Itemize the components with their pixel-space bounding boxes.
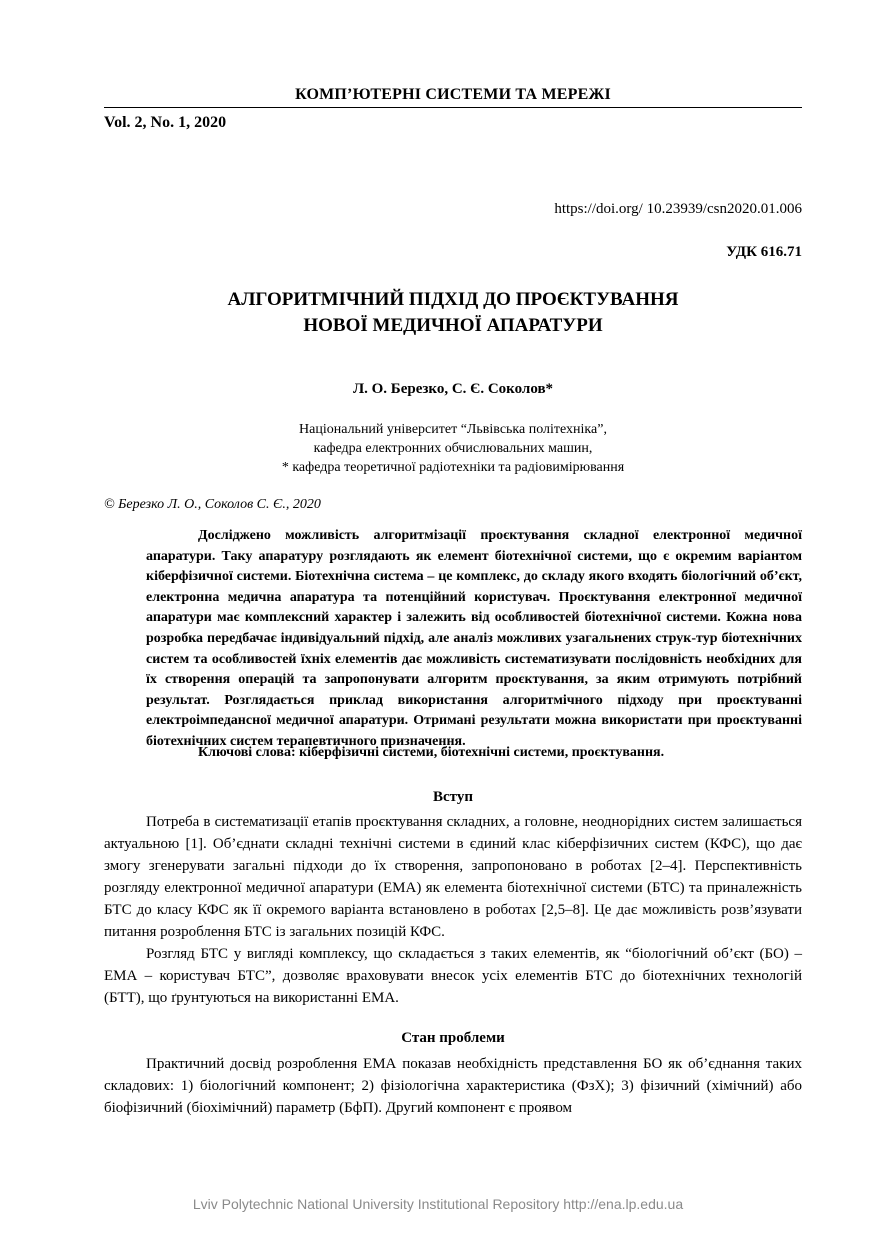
header-divider [104,107,802,108]
repository-footer: Lviv Polytechnic National University Institutional Repository http://ena.lp.edu.ua [192,1196,684,1212]
affiliation-department-1: кафедра електронних обчислювальних машин, [313,441,593,456]
intro-paragraph-2: Розгляд БТС у вигляді комплексу, що складається з таких елементів, як “біологічний об’єкт (БО) – ЕМА – користувач БТС”, дозволяє враховувати внесок усіх елементів БТС до біотехнічних технологій (БТТ), що ґрунтуються на використанні ЕМА. [104,946,802,1006]
authors: Л. О. Березко, С. Є. Соколов* [352,381,554,397]
section-heading-problem-state: Стан проблеми [401,1030,505,1046]
udk-code: УДК 616.71 [726,244,802,260]
affiliation-university: Національний університет “Львівська політехніка”, [299,422,607,437]
title-line-2: НОВОЇ МЕДИЧНОЇ АПАРАТУРИ [303,315,603,336]
intro-paragraph-1: Потреба в систематизації етапів проєктування складних, а головне, неоднорідних систем залишається актуальною [1]. Об’єднати складні технічні системи в єдиний клас кіберфізичних систем (КФС), що дає змогу згенерувати загальні підходи до їх створення, запропоновано в роботах [2–4]. Перспективність розгляду електронної медичної апаратури (ЕМА) як елемента біотехнічної системи (БТС) та приналежність БТС до класу КФС як її окремого варіанта встановлено в роботах [2,5–8]. Це дає можливість розв’язувати питання розроблення БТС із загальних позицій КФС. [104,814,802,940]
keywords: Ключові слова: кіберфізичні системи, біотехнічні системи, проєктування. [198,745,665,760]
title-line-1: АЛГОРИТМІЧНИЙ ПІДХІД ДО ПРОЄКТУВАННЯ [227,289,679,310]
affiliations [104,420,802,477]
section-heading-intro: Вступ [433,789,473,805]
abstract: Досліджено можливість алгоритмізації проєктування складної електронної медичної апаратури. Таку апаратуру розглядають як елемент біотехнічної системи, що є окремим варіантом кіберфізичної системи. Біотехнічна система – це комплекс, до складу якого входять біологічний об’єкт, електронна медична апаратура та потенційний користувач. Проєктування електронної медичної апаратури має комплексний характер і залежить від особливостей біотехнічної системи. Кожна нова розробка передбачає індивідуальний підхід, але аналіз можливих узагальнених струк-тур біотехнічних систем та особливостей їхніх елементів дає можливість систематизувати послідовність необхідних для їх створення операцій та запропонувати алгоритм проєктування, за яким отримують потрібний результат. Розглядається приклад використання алгоритмічного підходу при проєктуванні електроімпедансної медичної апаратури. Отримані результати можна використати при проєктуванні біотехнічних систем терапевтичного призначення. [146,528,802,749]
copyright: © Березко Л. О., Соколов С. Є., 2020 [104,497,321,512]
article-title [104,287,802,339]
volume-info: Vol. 2, No. 1, 2020 [104,114,227,131]
journal-name: КОМП’ЮТЕРНІ СИСТЕМИ ТА МЕРЕЖІ [295,86,611,103]
affiliation-department-2: * кафедра теоретичної радіотехніки та радіовимірювання [281,460,625,475]
doi-link[interactable]: https://doi.org/ 10.23939/csn2020.01.006 [554,201,802,217]
problem-state-paragraph: Практичний досвід розроблення ЕМА показав необхідність представлення БО як об’єднання таких складових: 1) біологічний компонент; 2) фізіологічна характеристика (ФзХ); 3) фізичний (хімічний) або біофізичний (біохімічний) параметр (БфП). Другий компонент є проявом [104,1056,802,1116]
